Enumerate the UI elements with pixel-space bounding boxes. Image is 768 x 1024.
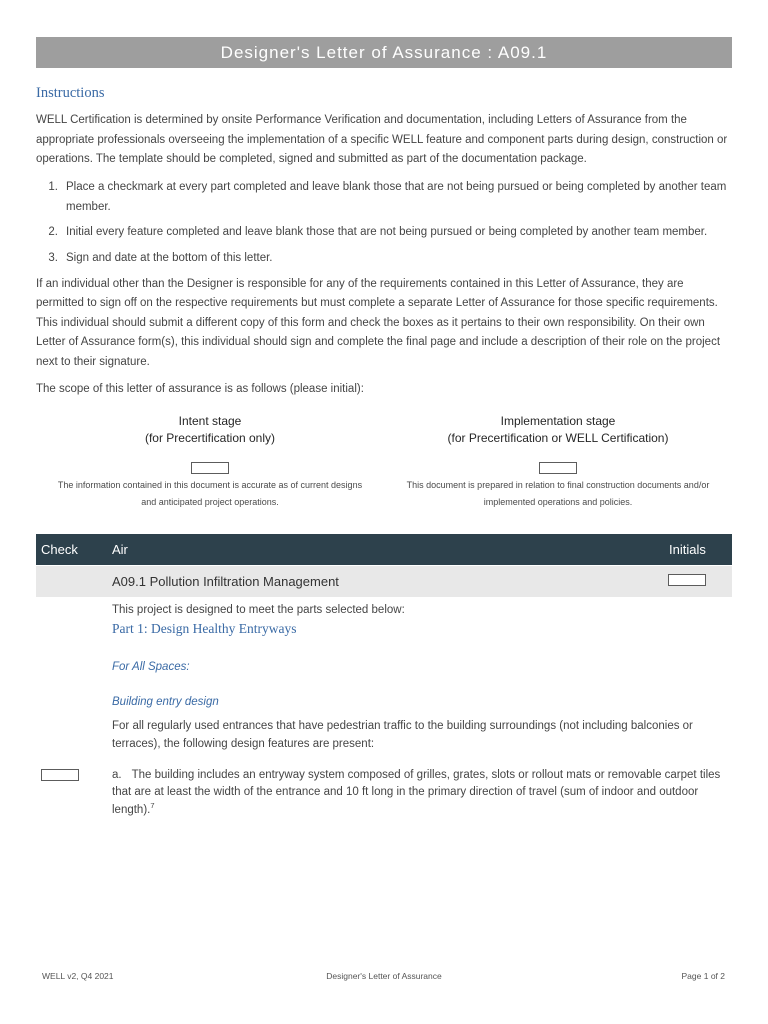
implementation-stage-title: Implementation stage	[500, 414, 616, 428]
instructions-heading: Instructions	[36, 85, 105, 101]
scope-prompt: The scope of this letter of assurance is as follows (please initial):	[36, 382, 364, 395]
step-item	[36, 178, 732, 217]
intent-stage-subtitle: (for Precertification only)	[144, 431, 276, 445]
intent-stage-column	[36, 413, 384, 512]
requirement-check-field[interactable]	[41, 769, 79, 781]
page-footer	[0, 969, 768, 983]
feature-initials-field[interactable]	[668, 574, 706, 586]
step-text: Sign and date at the bottom of this letter.	[66, 251, 273, 264]
step-number: 3.	[48, 251, 58, 264]
feature-check-cell	[36, 566, 112, 597]
requirement-text: For all regularly used entrances that have pedestrian traffic to the building surroundings (not including balconies or terraces), the following design features are present:	[112, 719, 693, 750]
requirement-subheading: Building entry design	[112, 695, 219, 708]
feature-row	[36, 566, 732, 597]
delegation-note: If an individual other than the Designer is responsible for any of the requirements contained in this Letter of Assurance, they are permitted to sign off on the respective requirements but must complete a separate Letter of Assurance for those specific requirements. This individual should submit a different copy of this form and check the boxes as it pertains to their own responsibility. On their own Letter of Assurance form(s), this individual should sign and complete the final page and include a description of their role on the project next to their signature.	[36, 277, 721, 368]
feature-name: A09.1 Pollution Infiltration Management	[112, 573, 339, 589]
step-number: 1.	[48, 181, 58, 193]
step-text: Initial every feature completed and leave blank those that are not being pursued or being completed by another team member.	[66, 226, 708, 238]
step-number: 2.	[48, 226, 58, 238]
instructions-intro: WELL Certification is determined by onsite Performance Verification and documentation, including Letters of Assurance from the appropriate professionals overseeing the implementation of a specific WELL feature and component parts during design, construction or operations. The template should be completed, signed and submitted as part of the documentation package.	[36, 114, 728, 165]
header-check: Check	[41, 541, 78, 557]
table-header	[36, 534, 732, 565]
requirement-item	[36, 767, 732, 820]
implementation-initials-field[interactable]	[539, 462, 577, 474]
step-text: Place a checkmark at every part completed and leave blank those that are not being pursued or being completed by another team member.	[66, 181, 727, 213]
intent-initials-field[interactable]	[191, 462, 229, 474]
part-lead-text: This project is designed to meet the parts selected below:	[112, 603, 405, 616]
scope-section	[36, 413, 732, 512]
implementation-stage-subtitle: (for Precertification or WELL Certification)	[447, 431, 669, 445]
footer-page-number: Page 1 of 2	[681, 971, 725, 981]
intent-stage-description: The information contained in this document is accurate as of current designs and anticipated project operations.	[57, 479, 363, 507]
item-marker: a.	[112, 768, 122, 781]
part-title: Part 1: Design Healthy Entryways	[112, 621, 297, 636]
footnote-reference: 7	[150, 800, 155, 810]
footer-version: WELL v2, Q4 2021	[42, 971, 114, 981]
page-content	[36, 37, 732, 819]
requirement-item-body	[112, 767, 732, 820]
intent-stage-title: Intent stage	[178, 414, 242, 428]
document-title: Designer's Letter of Assurance : A09.1	[36, 37, 732, 68]
item-text: The building includes an entryway system composed of grilles, grates, slots or rollout mats or removable carpet tiles that are at least the width of the entrance and 10 ft long in the primary direction of travel (sum of indoor and outdoor length).	[112, 768, 721, 816]
space-label: For All Spaces:	[112, 660, 190, 673]
requirement-check-cell	[36, 767, 112, 820]
step-item	[36, 249, 732, 269]
step-item	[36, 223, 732, 243]
implementation-stage-column	[384, 413, 732, 512]
instructions-steps	[36, 178, 732, 268]
implementation-stage-description: This document is prepared in relation to final construction documents and/or implemented operations and policies.	[406, 479, 710, 507]
header-initials: Initials	[669, 541, 706, 557]
footer-document-name: Designer's Letter of Assurance	[326, 971, 442, 981]
feature-initials-cell	[664, 566, 732, 597]
header-concept: Air	[112, 541, 128, 557]
